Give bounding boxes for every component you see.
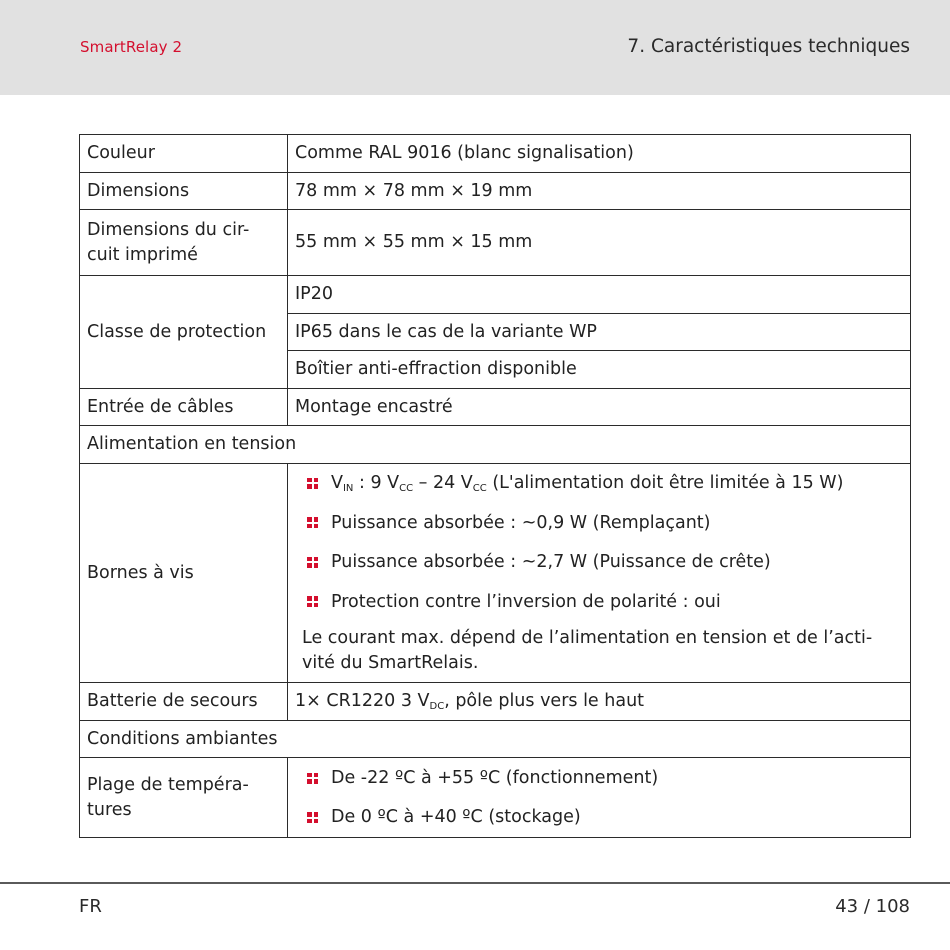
spec-value: 55 mm × 55 mm × 15 mm (288, 210, 911, 276)
section-title: 7. Caractéristiques techniques (627, 36, 910, 57)
spec-label-line: tures (87, 799, 132, 820)
spec-value: Comme RAL 9016 (blanc signalisation) (288, 135, 911, 173)
list-item (295, 798, 903, 838)
page-header (0, 0, 950, 95)
note-line: Le courant max. dépend de l’alimentation en tension et de l’acti- (302, 627, 873, 648)
spec-value (288, 463, 911, 683)
specs-table (79, 134, 911, 838)
table-row (80, 388, 911, 426)
spec-value (288, 758, 911, 838)
list-item-text: De -22 ºC à +55 ºC (fonctionnement) (331, 767, 659, 788)
spec-label-line: Plage de tempéra- (87, 775, 249, 796)
list-item-text: Puissance absorbée : ~2,7 W (Puissance de crête) (331, 552, 771, 572)
spec-label: Couleur (80, 135, 288, 173)
bullet-icon (307, 596, 318, 607)
footer-divider (0, 882, 950, 884)
spec-value: IP20 (288, 276, 911, 314)
bullet-icon (307, 812, 318, 823)
table-row (80, 463, 911, 683)
list-item (295, 582, 903, 622)
note-text (295, 622, 903, 683)
spec-value: IP65 dans le cas de la variante WP (288, 313, 911, 351)
list-item-text: De 0 ºC à +40 ºC (stockage) (331, 807, 581, 828)
spec-label-line: cuit imprimé (87, 244, 198, 265)
spec-label: Bornes à vis (80, 463, 288, 683)
spec-label (80, 210, 288, 276)
bullet-icon (307, 557, 318, 568)
spec-value: Montage encastré (288, 388, 911, 426)
voltage-text: $V_{IN}$ : 9 $V_{CC} - 24$ $V_{CC}$ (L'alimentation doit être limitée à 15 W) (331, 473, 844, 494)
list-item (295, 503, 903, 543)
list-item (295, 543, 903, 583)
table-row (80, 210, 911, 276)
spec-label-line: Dimensions du cir- (87, 220, 250, 240)
bullet-icon (307, 478, 318, 489)
list-item-text: Protection contre l’inversion de polarité : oui (331, 591, 721, 612)
table-row (80, 683, 911, 721)
table-row (80, 426, 911, 464)
bullet-icon (307, 517, 318, 528)
table-row (80, 276, 911, 314)
spec-value: Boîtier anti-effraction disponible (288, 351, 911, 389)
spec-value: 78 mm × 78 mm × 19 mm (288, 172, 911, 210)
table-row (80, 720, 911, 758)
page-number: 43 / 108 (835, 896, 910, 917)
language-code: FR (79, 896, 102, 917)
list-item-text: Puissance absorbée : ~0,9 W (Remplaçant) (331, 512, 711, 533)
table-row (80, 758, 911, 838)
section-header-row: Conditions ambiantes (80, 720, 911, 758)
table-row (80, 172, 911, 210)
spec-label: Classe de protection (80, 276, 288, 389)
spec-value: 1× CR1220 3 $V_{DC}$, pôle plus vers le haut (288, 683, 911, 721)
table-row (80, 135, 911, 173)
note-line: vité du SmartRelais. (302, 652, 479, 673)
spec-label: Batterie de secours (80, 683, 288, 721)
spec-label: Entrée de câbles (80, 388, 288, 426)
list-item (295, 464, 903, 504)
spec-label: Dimensions (80, 172, 288, 210)
bullet-icon (307, 773, 318, 784)
brand-name: SmartRelay 2 (80, 38, 183, 56)
list-item (295, 758, 903, 798)
section-header-row: Alimentation en tension (80, 426, 911, 464)
spec-label (80, 758, 288, 838)
